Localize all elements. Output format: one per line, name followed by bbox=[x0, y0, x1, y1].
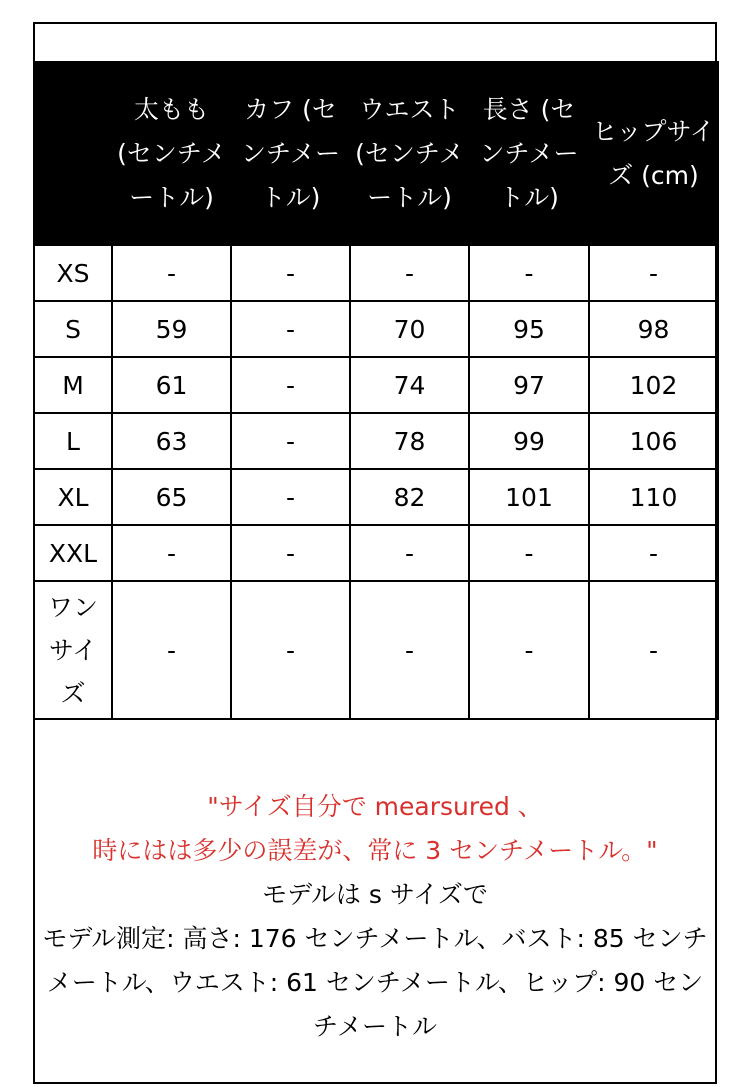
cell-length: 99 bbox=[469, 413, 589, 469]
row-size-label: L bbox=[34, 413, 112, 469]
cell-cuff: - bbox=[231, 469, 350, 525]
cell-hip: - bbox=[589, 581, 718, 719]
cell-thigh: 59 bbox=[112, 301, 231, 357]
table-row bbox=[34, 525, 718, 581]
header-size-corner bbox=[34, 62, 112, 245]
cell-hip: - bbox=[589, 245, 718, 301]
cell-thigh: 63 bbox=[112, 413, 231, 469]
cell-cuff: - bbox=[231, 245, 350, 301]
note-measurement-warning-1: "サイズ自分で mearsured 、 bbox=[207, 792, 543, 821]
table-header-row bbox=[34, 62, 718, 245]
row-size-label: XS bbox=[34, 245, 112, 301]
cell-cuff: - bbox=[231, 525, 350, 581]
cell-waist: - bbox=[350, 525, 469, 581]
header-thigh: 太もも (センチメートル) bbox=[112, 62, 231, 245]
row-size-label: ワンサイズ bbox=[34, 581, 112, 719]
cell-cuff: - bbox=[231, 581, 350, 719]
row-size-label: S bbox=[34, 301, 112, 357]
cell-hip: 98 bbox=[589, 301, 718, 357]
cell-waist: - bbox=[350, 245, 469, 301]
row-size-label: XL bbox=[34, 469, 112, 525]
cell-length: 97 bbox=[469, 357, 589, 413]
table-row bbox=[34, 413, 718, 469]
cell-thigh: 61 bbox=[112, 357, 231, 413]
cell-cuff: - bbox=[231, 413, 350, 469]
header-hip: ヒップサイズ (cm) bbox=[589, 62, 718, 245]
table-row bbox=[34, 469, 718, 525]
cell-length: 101 bbox=[469, 469, 589, 525]
size-notes bbox=[35, 785, 715, 1049]
cell-length: 95 bbox=[469, 301, 589, 357]
cell-thigh: 65 bbox=[112, 469, 231, 525]
note-model-size: モデルは s サイズで bbox=[262, 880, 488, 909]
header-waist: ウエスト (センチメートル) bbox=[350, 62, 469, 245]
row-size-label: M bbox=[34, 357, 112, 413]
cell-waist: - bbox=[350, 581, 469, 719]
header-length: 長さ (センチメートル) bbox=[469, 62, 589, 245]
table-row bbox=[34, 245, 718, 301]
cell-length: - bbox=[469, 581, 589, 719]
row-size-label: XXL bbox=[34, 525, 112, 581]
cell-waist: 70 bbox=[350, 301, 469, 357]
size-chart-table bbox=[33, 61, 719, 720]
note-model-measurements: モデル測定: 高さ: 176 センチメートル、バスト: 85 センチメートル、ウエスト: 61 センチメートル、ヒップ: 90 センチメートル bbox=[42, 924, 708, 1041]
cell-thigh: - bbox=[112, 525, 231, 581]
table-row bbox=[34, 581, 718, 719]
cell-waist: 74 bbox=[350, 357, 469, 413]
table-row bbox=[34, 301, 718, 357]
cell-thigh: - bbox=[112, 245, 231, 301]
cell-hip: 110 bbox=[589, 469, 718, 525]
cell-waist: 78 bbox=[350, 413, 469, 469]
cell-cuff: - bbox=[231, 357, 350, 413]
cell-hip: 102 bbox=[589, 357, 718, 413]
cell-length: - bbox=[469, 245, 589, 301]
cell-hip: 106 bbox=[589, 413, 718, 469]
note-measurement-warning-2: 時にはは多少の誤差が、常に 3 センチメートル。" bbox=[92, 836, 658, 865]
cell-length: - bbox=[469, 525, 589, 581]
cell-waist: 82 bbox=[350, 469, 469, 525]
header-cuff: カフ (センチメートル) bbox=[231, 62, 350, 245]
cell-hip: - bbox=[589, 525, 718, 581]
cell-thigh: - bbox=[112, 581, 231, 719]
cell-cuff: - bbox=[231, 301, 350, 357]
table-row bbox=[34, 357, 718, 413]
